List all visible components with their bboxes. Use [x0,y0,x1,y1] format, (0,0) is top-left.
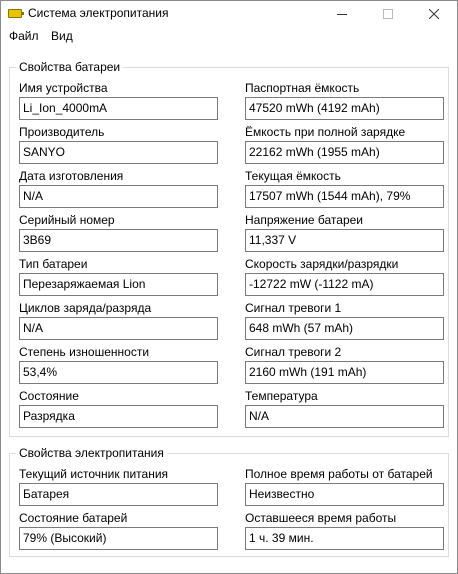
power-source-field[interactable]: Батарея [19,483,218,506]
battery-voltage-field[interactable]: 11,337 V [245,229,444,252]
state-field[interactable]: Разрядка [19,405,218,428]
close-button[interactable] [411,1,457,27]
maximize-button[interactable] [365,1,411,27]
remaining-time-label: Оставшееся время работы [245,511,397,525]
temperature-label: Температура [245,389,318,403]
maximize-icon [383,9,393,19]
main-content [1,47,457,573]
title-bar[interactable] [1,1,457,27]
full-charge-capacity-field[interactable]: 22162 mWh (1955 mAh) [245,141,444,164]
wear-level-field[interactable]: 53,4% [19,361,218,384]
minimize-button[interactable] [319,1,365,27]
state-label: Состояние [19,389,79,403]
full-runtime-field[interactable]: Неизвестно [245,483,444,506]
device-name-field[interactable]: Li_Ion_4000mA [19,97,218,120]
design-capacity-field[interactable]: 47520 mWh (4192 mAh) [245,97,444,120]
alarm-2-label: Сигнал тревоги 2 [245,345,342,359]
cycle-count-label: Циклов заряда/разряда [19,301,152,315]
serial-number-field[interactable]: 3B69 [19,229,218,252]
alarm-1-label: Сигнал тревоги 1 [245,301,342,315]
alarm-1-field[interactable]: 648 mWh (57 mAh) [245,317,444,340]
close-icon [429,9,439,19]
menu-view[interactable]: Вид [51,29,73,43]
current-capacity-field[interactable]: 17507 mWh (1544 mAh), 79% [245,185,444,208]
manufacture-date-field[interactable]: N/A [19,185,218,208]
battery-status-field[interactable]: 79% (Высокий) [19,527,218,550]
minimize-icon [337,9,347,19]
battery-voltage-label: Напряжение батареи [245,213,364,227]
alarm-2-field[interactable]: 2160 mWh (191 mAh) [245,361,444,384]
charge-rate-field[interactable]: -12722 mW (-1122 mA) [245,273,444,296]
menu-file[interactable]: Файл [9,29,39,43]
battery-icon [8,9,22,18]
window-title: Система электропитания [28,6,169,20]
charge-rate-label: Скорость зарядки/разрядки [245,257,399,271]
manufacturer-label: Производитель [19,125,105,139]
full-charge-capacity-label: Ёмкость при полной зарядке [245,125,406,139]
manufacture-date-label: Дата изготовления [19,169,124,183]
battery-type-field[interactable]: Перезаряжаемая Lion [19,273,218,296]
temperature-field[interactable]: N/A [245,405,444,428]
power-properties-legend: Свойства электропитания [16,446,167,460]
wear-level-label: Степень изношенности [19,345,150,359]
cycle-count-field[interactable]: N/A [19,317,218,340]
power-properties-group [9,446,449,557]
device-name-label: Имя устройства [19,81,108,95]
battery-properties-group [9,60,449,437]
menu-bar [1,27,457,47]
power-source-label: Текущий источник питания [19,467,169,481]
battery-properties-legend: Свойства батареи [16,60,123,74]
full-runtime-label: Полное время работы от батарей [245,467,433,481]
design-capacity-label: Паспортная ёмкость [245,81,360,95]
remaining-time-field[interactable]: 1 ч. 39 мин. [245,527,444,550]
manufacturer-field[interactable]: SANYO [19,141,218,164]
current-capacity-label: Текущая ёмкость [245,169,341,183]
battery-type-label: Тип батареи [19,257,88,271]
serial-number-label: Серийный номер [19,213,115,227]
battery-status-label: Состояние батарей [19,511,128,525]
